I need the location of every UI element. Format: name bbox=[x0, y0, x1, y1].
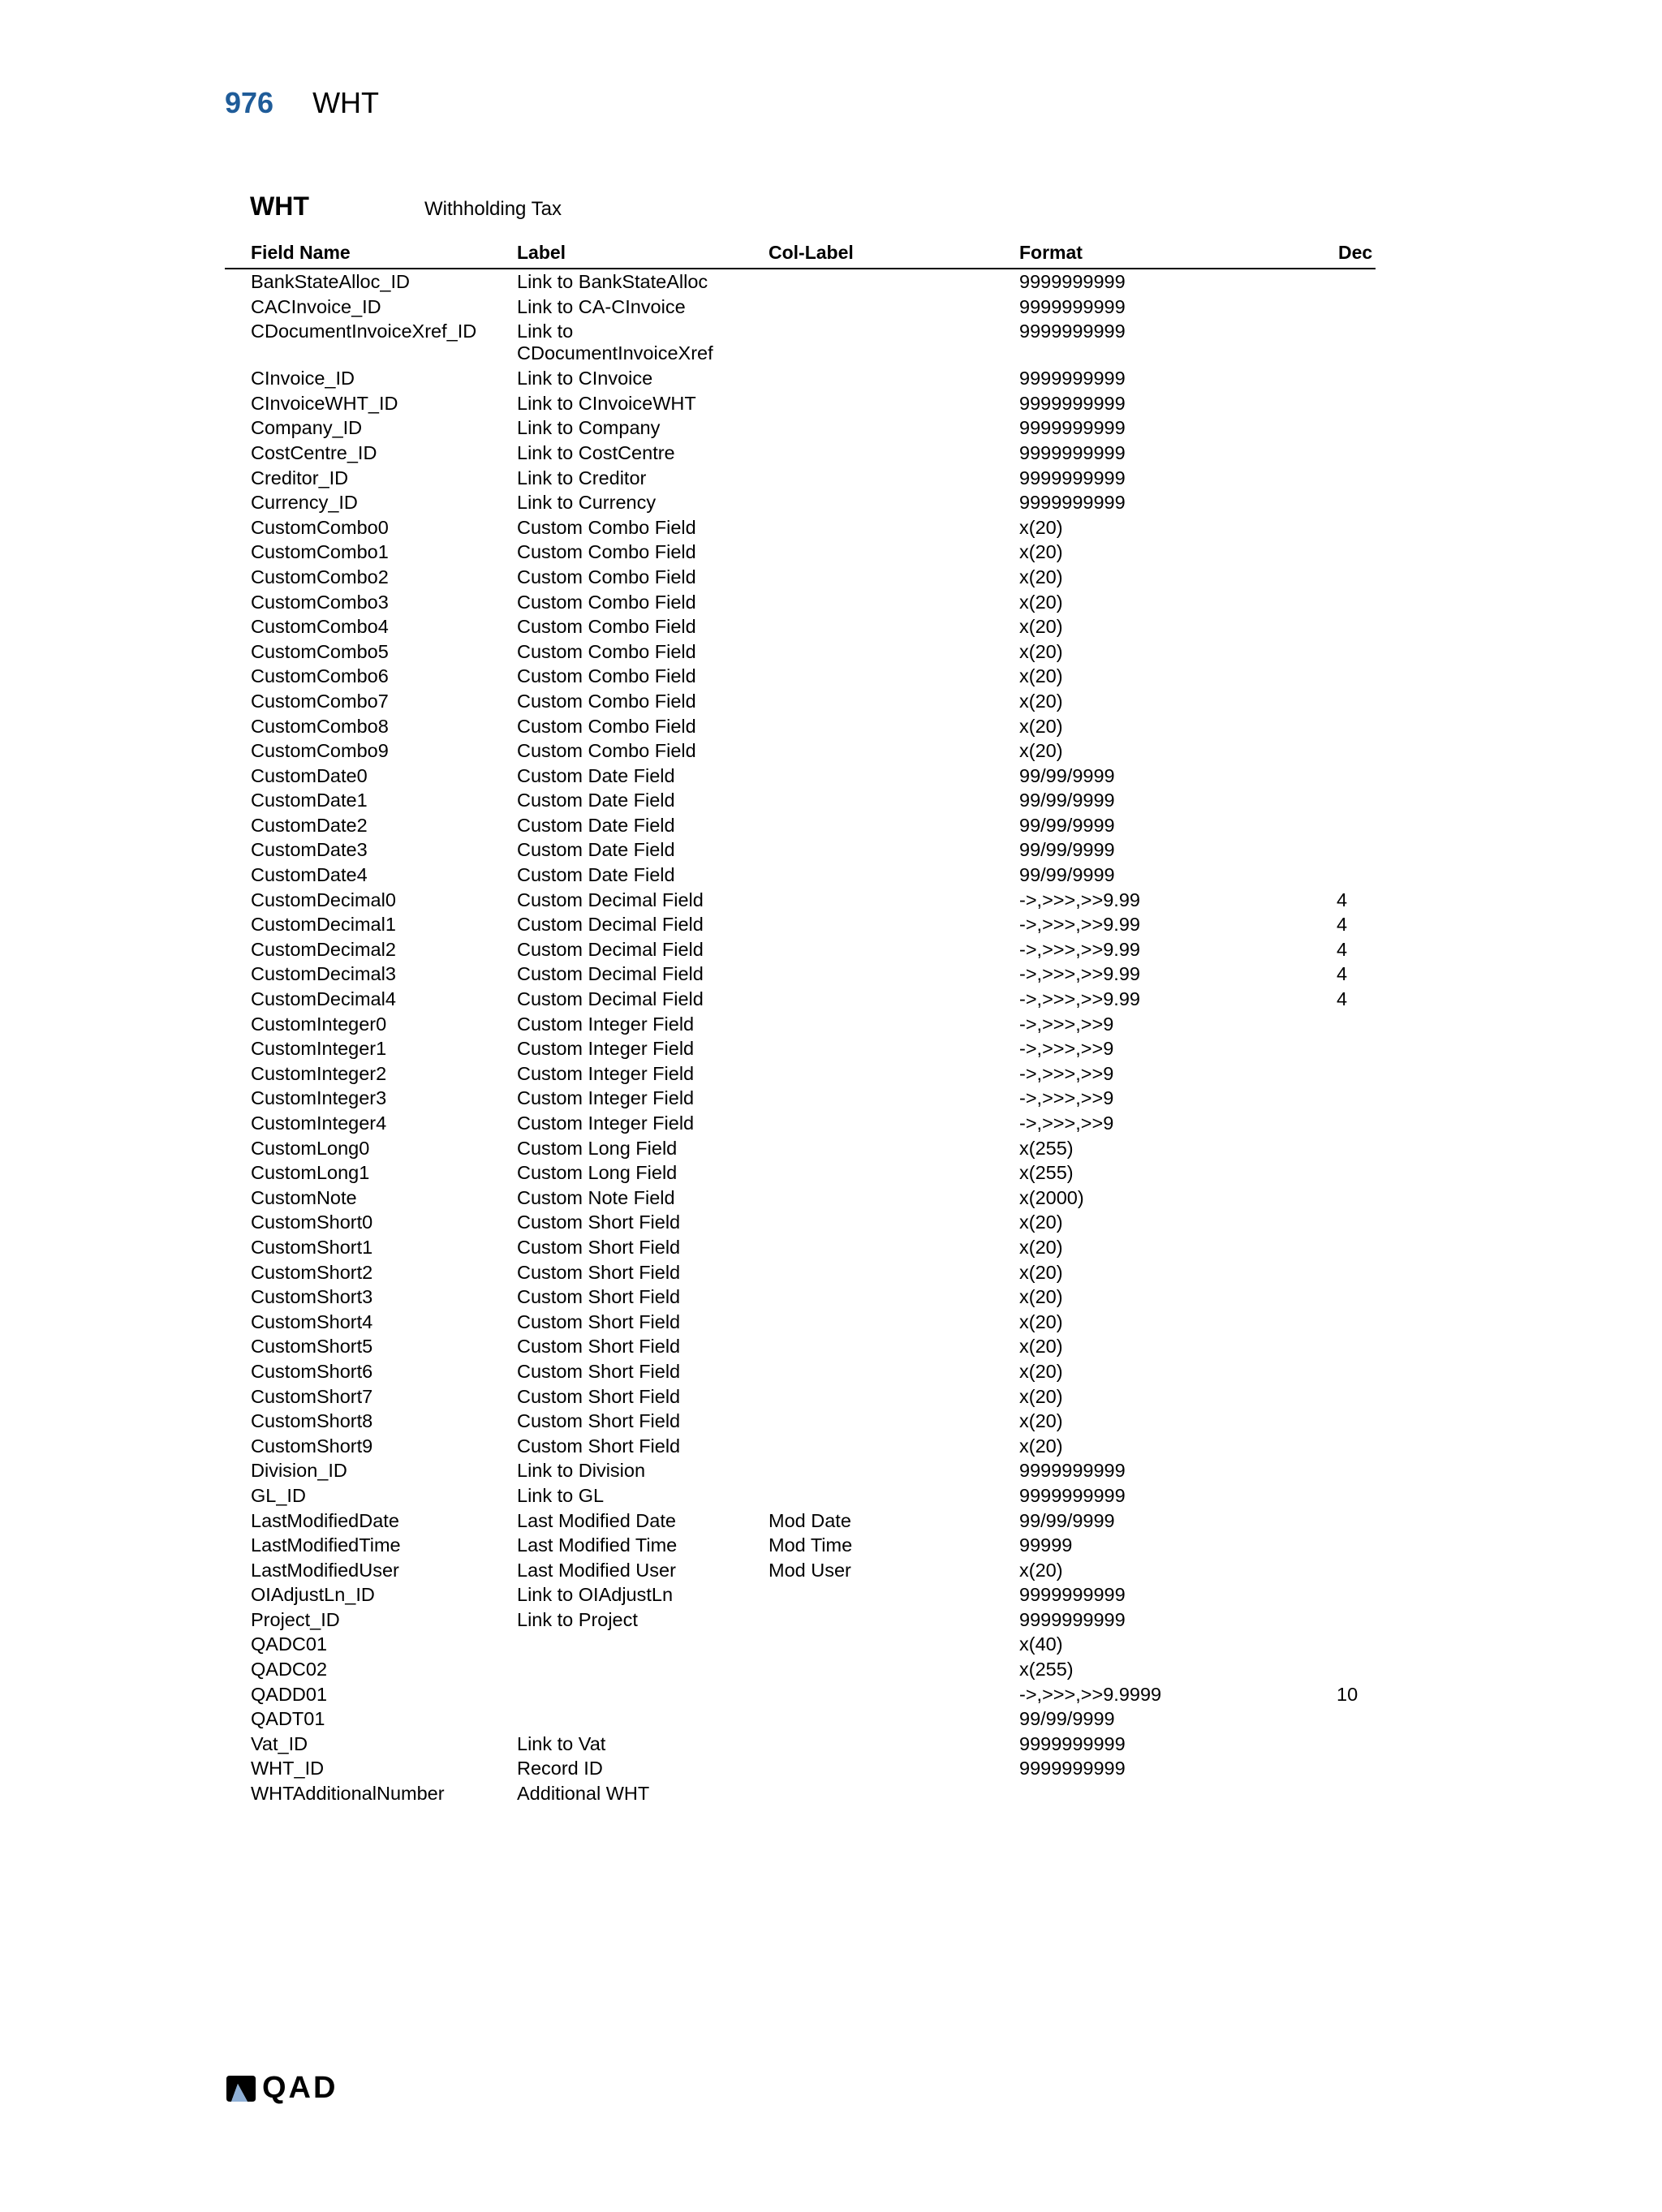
field-name-cell: CustomCombo0 bbox=[251, 516, 389, 538]
format-cell: 9999999999 bbox=[1019, 368, 1126, 389]
format-cell: x(20) bbox=[1019, 516, 1063, 538]
table-row bbox=[225, 441, 1376, 466]
field-name-cell: CustomDate1 bbox=[251, 790, 368, 811]
label-cell: Last Modified User bbox=[517, 1559, 676, 1581]
table-row bbox=[225, 1061, 1376, 1087]
label-cell: Custom Integer Field bbox=[517, 1087, 695, 1109]
table-row bbox=[225, 1607, 1376, 1633]
field-name-cell: CustomShort5 bbox=[251, 1336, 373, 1358]
table-row bbox=[225, 764, 1376, 789]
table-row bbox=[225, 738, 1376, 764]
label-cell: Additional WHT bbox=[517, 1783, 650, 1805]
field-name-cell: Project_ID bbox=[251, 1608, 340, 1630]
label-cell: Custom Date Field bbox=[517, 839, 675, 861]
format-cell: 99999 bbox=[1019, 1534, 1073, 1556]
qad-logo bbox=[225, 2071, 338, 2106]
table-row bbox=[225, 1310, 1376, 1335]
field-name-cell: Creditor_ID bbox=[251, 467, 349, 488]
table-row bbox=[225, 912, 1376, 937]
format-cell: 99/99/9999 bbox=[1019, 1509, 1115, 1531]
table-row bbox=[225, 1160, 1376, 1186]
field-name-cell: CustomLong0 bbox=[251, 1137, 370, 1159]
format-cell: x(20) bbox=[1019, 1559, 1063, 1581]
field-name-cell: CustomCombo9 bbox=[251, 740, 389, 762]
table-row bbox=[225, 466, 1376, 491]
field-name-cell: CostCentre_ID bbox=[251, 441, 377, 463]
table-row bbox=[225, 1706, 1376, 1732]
table-row bbox=[225, 1235, 1376, 1260]
format-cell: x(20) bbox=[1019, 591, 1063, 613]
label-cell: Custom Note Field bbox=[517, 1186, 675, 1208]
qad-logo-text: QAD bbox=[262, 2071, 338, 2105]
label-cell: Custom Decimal Field bbox=[517, 938, 704, 960]
column-header-format: Format bbox=[1019, 242, 1083, 263]
table-row bbox=[225, 937, 1376, 962]
field-name-cell: OIAdjustLn_ID bbox=[251, 1584, 375, 1606]
table-row bbox=[225, 319, 1376, 366]
col-label-cell: Mod Time bbox=[769, 1534, 853, 1556]
label-cell: Link to CA-CInvoice bbox=[517, 295, 686, 317]
field-name-cell: BankStateAlloc_ID bbox=[251, 271, 410, 292]
label-cell: Custom Short Field bbox=[517, 1286, 681, 1308]
col-label-cell: Mod Date bbox=[769, 1509, 851, 1531]
dec-cell: 4 bbox=[1337, 963, 1348, 985]
label-cell: Link to BankStateAlloc bbox=[517, 271, 708, 292]
col-label-cell: Mod User bbox=[769, 1559, 851, 1581]
format-cell: x(2000) bbox=[1019, 1186, 1084, 1208]
format-cell: x(255) bbox=[1019, 1659, 1074, 1681]
label-cell: Link to CInvoice bbox=[517, 368, 653, 389]
label-cell: Custom Decimal Field bbox=[517, 914, 704, 936]
field-name-cell: QADC01 bbox=[251, 1633, 328, 1655]
table-row bbox=[225, 639, 1376, 665]
table-row bbox=[225, 962, 1376, 987]
page-header bbox=[225, 86, 379, 127]
label-cell: Custom Combo Field bbox=[517, 616, 696, 638]
table-row bbox=[225, 1508, 1376, 1534]
format-cell: 9999999999 bbox=[1019, 417, 1126, 439]
table-row bbox=[225, 1111, 1376, 1136]
column-header-field-name: Field Name bbox=[251, 242, 351, 263]
format-cell: 9999999999 bbox=[1019, 441, 1126, 463]
table-row bbox=[225, 1732, 1376, 1757]
format-cell: x(40) bbox=[1019, 1633, 1063, 1655]
format-cell: x(20) bbox=[1019, 690, 1063, 712]
table-row bbox=[225, 987, 1376, 1012]
field-name-cell: CustomInteger0 bbox=[251, 1013, 387, 1035]
table-name: WHT bbox=[250, 192, 309, 221]
table-row bbox=[225, 1086, 1376, 1111]
format-cell: 9999999999 bbox=[1019, 1608, 1126, 1630]
field-name-cell: CustomCombo4 bbox=[251, 616, 389, 638]
field-name-cell: CustomDate3 bbox=[251, 839, 368, 861]
field-name-cell: CustomCombo3 bbox=[251, 591, 389, 613]
field-name-cell: CustomInteger4 bbox=[251, 1112, 387, 1134]
label-cell: Custom Combo Field bbox=[517, 715, 696, 737]
format-cell: ->,>>>,>>9.99 bbox=[1019, 988, 1140, 1010]
field-name-cell: CInvoiceWHT_ID bbox=[251, 392, 398, 414]
field-name-cell: CustomDecimal4 bbox=[251, 988, 396, 1010]
field-name-cell: CustomShort6 bbox=[251, 1360, 373, 1382]
format-cell: 9999999999 bbox=[1019, 271, 1126, 292]
format-cell: x(20) bbox=[1019, 1211, 1063, 1233]
table-row bbox=[225, 540, 1376, 565]
field-name-cell: QADT01 bbox=[251, 1708, 325, 1730]
field-name-cell: Division_ID bbox=[251, 1460, 347, 1482]
format-cell: 99/99/9999 bbox=[1019, 764, 1115, 786]
label-cell: Link to Currency bbox=[517, 492, 657, 514]
table-row bbox=[225, 1632, 1376, 1657]
label-cell: Link to Project bbox=[517, 1608, 638, 1630]
table-row bbox=[225, 1558, 1376, 1583]
dec-cell: 10 bbox=[1337, 1683, 1358, 1705]
label-cell: Custom Combo Field bbox=[517, 640, 696, 662]
dec-cell: 4 bbox=[1337, 889, 1348, 910]
field-name-cell: CustomShort9 bbox=[251, 1435, 373, 1457]
field-name-cell: CustomCombo8 bbox=[251, 715, 389, 737]
table-row bbox=[225, 1582, 1376, 1607]
field-name-cell: CustomInteger1 bbox=[251, 1038, 387, 1060]
table-row bbox=[225, 788, 1376, 813]
table-row bbox=[225, 1533, 1376, 1558]
format-cell: x(20) bbox=[1019, 1410, 1063, 1432]
column-header-label: Label bbox=[517, 242, 566, 263]
field-name-cell: CustomDate2 bbox=[251, 814, 368, 836]
table-row bbox=[225, 1657, 1376, 1682]
format-cell: x(255) bbox=[1019, 1162, 1074, 1184]
label-cell: Custom Combo Field bbox=[517, 591, 696, 613]
field-name-cell: CInvoice_ID bbox=[251, 368, 355, 389]
table-row bbox=[225, 614, 1376, 639]
format-cell: ->,>>>,>>9.99 bbox=[1019, 938, 1140, 960]
format-cell: 9999999999 bbox=[1019, 392, 1126, 414]
page-section-title: WHT bbox=[312, 86, 380, 119]
column-header-row bbox=[225, 240, 1376, 269]
format-cell: 99/99/9999 bbox=[1019, 839, 1115, 861]
qad-logo-icon bbox=[225, 2074, 257, 2103]
format-cell: ->,>>>,>>9.9999 bbox=[1019, 1683, 1162, 1705]
table-row bbox=[225, 1285, 1376, 1310]
label-cell: Custom Integer Field bbox=[517, 1013, 695, 1035]
table-row bbox=[225, 813, 1376, 838]
format-cell: ->,>>>,>>9 bbox=[1019, 1087, 1114, 1109]
label-cell: Custom Short Field bbox=[517, 1236, 681, 1258]
label-cell: Link to CDocumentInvoiceXref bbox=[517, 321, 713, 364]
format-cell: ->,>>>,>>9 bbox=[1019, 1112, 1114, 1134]
table-row bbox=[225, 1483, 1376, 1508]
field-name-cell: WHTAdditionalNumber bbox=[251, 1783, 445, 1805]
field-name-cell: CustomInteger2 bbox=[251, 1062, 387, 1084]
field-name-cell: CustomLong1 bbox=[251, 1162, 370, 1184]
format-cell: x(20) bbox=[1019, 541, 1063, 563]
label-cell: Link to Division bbox=[517, 1460, 646, 1482]
field-name-cell: CustomDecimal0 bbox=[251, 889, 396, 910]
field-name-cell: CustomDate0 bbox=[251, 764, 368, 786]
field-name-cell: WHT_ID bbox=[251, 1758, 325, 1779]
label-cell: Custom Short Field bbox=[517, 1336, 681, 1358]
label-cell: Last Modified Time bbox=[517, 1534, 678, 1556]
label-cell: Custom Short Field bbox=[517, 1410, 681, 1432]
label-cell: Record ID bbox=[517, 1758, 603, 1779]
table-row bbox=[225, 1409, 1376, 1434]
label-cell: Custom Short Field bbox=[517, 1435, 681, 1457]
field-name-cell: Vat_ID bbox=[251, 1732, 308, 1754]
table-row bbox=[225, 1682, 1376, 1707]
label-cell: Link to Company bbox=[517, 417, 661, 439]
format-cell: x(20) bbox=[1019, 1336, 1063, 1358]
format-cell: x(20) bbox=[1019, 715, 1063, 737]
table-row bbox=[225, 1186, 1376, 1211]
label-cell: Link to Creditor bbox=[517, 467, 647, 488]
format-cell: 99/99/9999 bbox=[1019, 1708, 1115, 1730]
format-cell: 9999999999 bbox=[1019, 1460, 1126, 1482]
format-cell: x(20) bbox=[1019, 1236, 1063, 1258]
field-name-cell: CustomShort2 bbox=[251, 1261, 373, 1283]
table-row bbox=[225, 664, 1376, 689]
label-cell: Link to GL bbox=[517, 1484, 605, 1506]
format-cell: 9999999999 bbox=[1019, 1732, 1126, 1754]
column-header-col-label: Col-Label bbox=[769, 242, 854, 263]
field-name-cell: CustomDecimal1 bbox=[251, 914, 396, 936]
label-cell: Custom Combo Field bbox=[517, 740, 696, 762]
format-cell: 99/99/9999 bbox=[1019, 864, 1115, 886]
table-row bbox=[225, 1384, 1376, 1409]
label-cell: Custom Combo Field bbox=[517, 516, 696, 538]
label-cell: Custom Long Field bbox=[517, 1162, 678, 1184]
field-name-cell: CustomShort1 bbox=[251, 1236, 373, 1258]
format-cell: x(20) bbox=[1019, 740, 1063, 762]
field-rows bbox=[225, 269, 1376, 1806]
format-cell: ->,>>>,>>9 bbox=[1019, 1038, 1114, 1060]
column-header-dec: Dec bbox=[1338, 242, 1373, 263]
table-row bbox=[225, 1781, 1376, 1806]
field-name-cell: Company_ID bbox=[251, 417, 363, 439]
field-name-cell: CustomCombo7 bbox=[251, 690, 389, 712]
format-cell: x(255) bbox=[1019, 1137, 1074, 1159]
label-cell: Custom Combo Field bbox=[517, 541, 696, 563]
table-row bbox=[225, 888, 1376, 913]
table-row bbox=[225, 837, 1376, 863]
field-name-cell: CustomCombo1 bbox=[251, 541, 389, 563]
format-cell: ->,>>>,>>9.99 bbox=[1019, 889, 1140, 910]
dec-cell: 4 bbox=[1337, 988, 1348, 1010]
table-row bbox=[225, 295, 1376, 320]
table-row bbox=[225, 714, 1376, 739]
table-row bbox=[225, 1458, 1376, 1483]
format-cell: ->,>>>,>>9.99 bbox=[1019, 963, 1140, 985]
field-name-cell: QADD01 bbox=[251, 1683, 328, 1705]
label-cell: Custom Decimal Field bbox=[517, 889, 704, 910]
format-cell: x(20) bbox=[1019, 665, 1063, 687]
field-name-cell: CustomShort8 bbox=[251, 1410, 373, 1432]
label-cell: Custom Short Field bbox=[517, 1385, 681, 1407]
page-number: 976 bbox=[225, 86, 274, 119]
table-row bbox=[225, 515, 1376, 540]
format-cell: x(20) bbox=[1019, 1261, 1063, 1283]
format-cell: ->,>>>,>>9 bbox=[1019, 1013, 1114, 1035]
table-title bbox=[250, 192, 562, 222]
table-row bbox=[225, 1136, 1376, 1161]
label-cell: Link to CInvoiceWHT bbox=[517, 392, 696, 414]
field-name-cell: Currency_ID bbox=[251, 492, 358, 514]
table-row bbox=[225, 1434, 1376, 1459]
format-cell: 9999999999 bbox=[1019, 492, 1126, 514]
label-cell: Custom Combo Field bbox=[517, 690, 696, 712]
label-cell: Custom Short Field bbox=[517, 1211, 681, 1233]
label-cell: Custom Date Field bbox=[517, 864, 675, 886]
field-name-cell: QADC02 bbox=[251, 1659, 328, 1681]
field-name-cell: GL_ID bbox=[251, 1484, 306, 1506]
field-name-cell: CustomCombo2 bbox=[251, 566, 389, 587]
field-name-cell: CustomDecimal3 bbox=[251, 963, 396, 985]
table-row bbox=[225, 269, 1376, 295]
format-cell: x(20) bbox=[1019, 1435, 1063, 1457]
field-name-cell: LastModifiedDate bbox=[251, 1509, 399, 1531]
label-cell: Custom Short Field bbox=[517, 1310, 681, 1332]
field-name-cell: CustomDate4 bbox=[251, 864, 368, 886]
format-cell: ->,>>>,>>9.99 bbox=[1019, 914, 1140, 936]
format-cell: x(20) bbox=[1019, 1286, 1063, 1308]
label-cell: Custom Integer Field bbox=[517, 1062, 695, 1084]
field-table bbox=[225, 240, 1376, 1806]
field-name-cell: CustomShort0 bbox=[251, 1211, 373, 1233]
label-cell: Custom Short Field bbox=[517, 1261, 681, 1283]
field-name-cell: CustomShort7 bbox=[251, 1385, 373, 1407]
label-cell: Custom Decimal Field bbox=[517, 963, 704, 985]
table-row bbox=[225, 689, 1376, 714]
field-name-cell: CustomShort4 bbox=[251, 1310, 373, 1332]
label-cell: Custom Combo Field bbox=[517, 566, 696, 587]
format-cell: x(20) bbox=[1019, 616, 1063, 638]
table-row bbox=[225, 863, 1376, 888]
field-name-cell: CDocumentInvoiceXref_ID bbox=[251, 321, 477, 342]
table-row bbox=[225, 415, 1376, 441]
label-cell: Custom Integer Field bbox=[517, 1038, 695, 1060]
field-name-cell: CustomShort3 bbox=[251, 1286, 373, 1308]
format-cell: x(20) bbox=[1019, 640, 1063, 662]
label-cell: Custom Decimal Field bbox=[517, 988, 704, 1010]
table-row bbox=[225, 565, 1376, 590]
format-cell: x(20) bbox=[1019, 1385, 1063, 1407]
dec-cell: 4 bbox=[1337, 938, 1348, 960]
table-row bbox=[225, 490, 1376, 515]
table-row bbox=[225, 590, 1376, 615]
format-cell: 9999999999 bbox=[1019, 1584, 1126, 1606]
table-row bbox=[225, 1210, 1376, 1235]
table-row bbox=[225, 1036, 1376, 1061]
label-cell: Custom Combo Field bbox=[517, 665, 696, 687]
label-cell: Custom Date Field bbox=[517, 814, 675, 836]
field-name-cell: CustomInteger3 bbox=[251, 1087, 387, 1109]
field-name-cell: CustomNote bbox=[251, 1186, 357, 1208]
format-cell: 99/99/9999 bbox=[1019, 814, 1115, 836]
field-name-cell: CustomDecimal2 bbox=[251, 938, 396, 960]
label-cell: Custom Integer Field bbox=[517, 1112, 695, 1134]
format-cell: ->,>>>,>>9 bbox=[1019, 1062, 1114, 1084]
field-name-cell: LastModifiedTime bbox=[251, 1534, 401, 1556]
field-name-cell: CustomCombo5 bbox=[251, 640, 389, 662]
format-cell: 99/99/9999 bbox=[1019, 790, 1115, 811]
format-cell: x(20) bbox=[1019, 1360, 1063, 1382]
format-cell: 9999999999 bbox=[1019, 467, 1126, 488]
label-cell: Custom Long Field bbox=[517, 1137, 678, 1159]
label-cell: Link to OIAdjustLn bbox=[517, 1584, 674, 1606]
field-name-cell: CustomCombo6 bbox=[251, 665, 389, 687]
label-cell: Last Modified Date bbox=[517, 1509, 676, 1531]
label-cell: Custom Date Field bbox=[517, 790, 675, 811]
table-row bbox=[225, 391, 1376, 416]
format-cell: x(20) bbox=[1019, 566, 1063, 587]
label-cell: Custom Short Field bbox=[517, 1360, 681, 1382]
label-cell: Custom Date Field bbox=[517, 764, 675, 786]
table-row bbox=[225, 1334, 1376, 1359]
label-cell: Link to CostCentre bbox=[517, 441, 675, 463]
table-row bbox=[225, 1359, 1376, 1384]
format-cell: 9999999999 bbox=[1019, 295, 1126, 317]
field-name-cell: LastModifiedUser bbox=[251, 1559, 399, 1581]
table-row bbox=[225, 366, 1376, 391]
format-cell: 9999999999 bbox=[1019, 1484, 1126, 1506]
format-cell: 9999999999 bbox=[1019, 1758, 1126, 1779]
dec-cell: 4 bbox=[1337, 914, 1348, 936]
format-cell: x(20) bbox=[1019, 1310, 1063, 1332]
table-row bbox=[225, 1260, 1376, 1285]
table-description: Withholding Tax bbox=[424, 198, 562, 220]
table-row bbox=[225, 1012, 1376, 1037]
format-cell: 9999999999 bbox=[1019, 321, 1126, 342]
table-row bbox=[225, 1756, 1376, 1781]
field-name-cell: CACInvoice_ID bbox=[251, 295, 381, 317]
label-cell: Link to Vat bbox=[517, 1732, 606, 1754]
